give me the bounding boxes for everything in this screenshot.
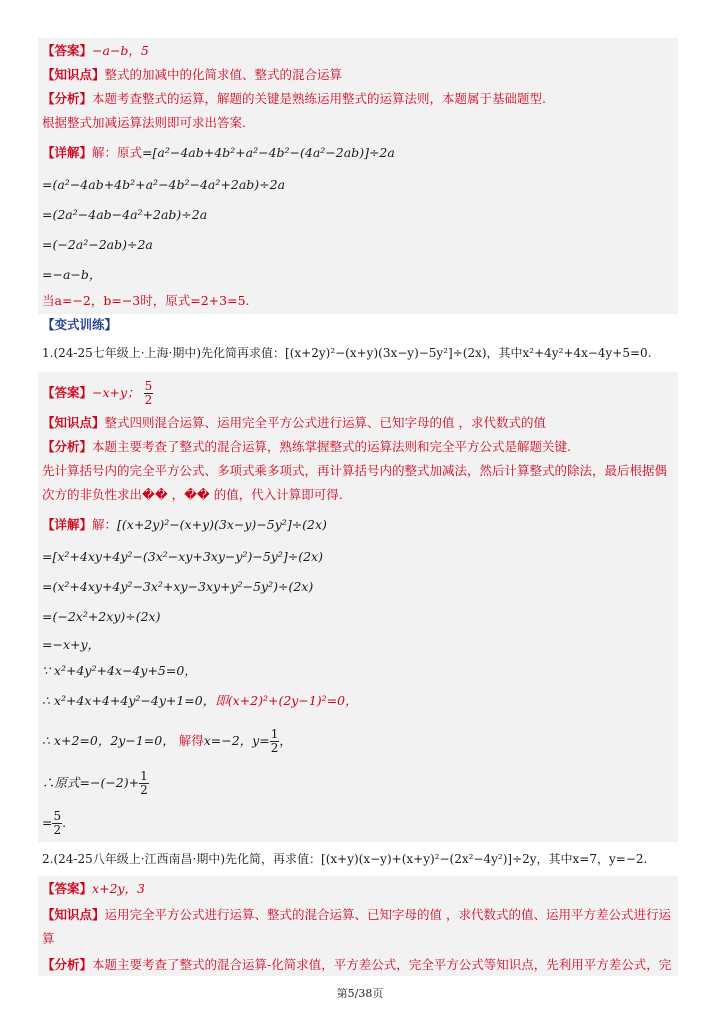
knowledge-tag: 【知识点】 [42, 907, 105, 922]
q1-step-4: =−a−b， [42, 267, 102, 282]
q1-step-1: =(a²−4ab+4b²+a²−4b²−4a²+2ab)÷2a [42, 177, 286, 192]
knowledge-tag: 【知识点】 [42, 415, 105, 430]
p1-step-13: ∴原式=−(−2)+ [42, 775, 140, 790]
p1-step-6: ∴ x²+4x+4+4y²−4y+1=0， [42, 693, 216, 708]
q1-step-0: =[a²−4ab+4b²+a²−4b²−(4a²−2ab)]÷2a [142, 145, 395, 160]
answer-value: −a−b，5 [92, 43, 149, 58]
p2-prompt: 2.(24-25八年级上·江西南昌·期中)先化简，再求值：[(x+y)(x−y)+(x+y)²−(2x²−4y²)]÷2y，其中x=7，y=−2. [42, 852, 648, 866]
q1-conclusion: 当a=−2，b=−3时，原式=2+3=5. [42, 293, 250, 308]
fraction-denominator: 2 [270, 741, 279, 755]
fraction-numerator: 5 [53, 809, 62, 823]
analysis-text: 本题主要考查了整式的混合运算-化简求值，平方差公式，完全平方公式等知识点，先利用平方差公式，完 [92, 957, 672, 972]
p1-step-14-line [42, 810, 66, 837]
q1-step-3: =(−2a²−2ab)÷2a [42, 237, 153, 252]
answer-tag: 【答案】 [42, 881, 93, 896]
p1-answer-line [42, 380, 153, 407]
p1-knowledge-line [42, 414, 546, 432]
y-value-fraction [270, 728, 280, 755]
fraction-denominator: 2 [53, 823, 62, 837]
q1-step-2: =(2a²−4ab−4a²+2ab)÷2a [42, 207, 208, 222]
p1-step-4: =−x+y， [42, 637, 101, 652]
p1-analysis-line-3: 次方的非负性求出�� ，�� 的值，代入计算即可得. [42, 487, 343, 502]
half-fraction [139, 770, 149, 797]
analysis-tag: 【分析】 [42, 439, 93, 454]
p1-analysis-line-2: 先计算括号内的完全平方公式、多项式乘多项式，再计算括号内的整式加减法，然后计算整式的除法，最后根据偶 [42, 463, 668, 478]
p1-step-3: =(−2x²+2xy)÷(2x) [42, 609, 161, 624]
fraction-numerator: 1 [140, 769, 148, 783]
p1-step-14: = [42, 815, 53, 830]
answer-fraction [144, 380, 154, 407]
p1-step-7: 即(x+2)²+(2y−1)²=0， [215, 693, 358, 708]
p1-step-5: ∵ x²+4y²+4x−4y+5=0， [42, 663, 197, 678]
q1-analysis-line-2: 根据整式加减运算法则即可求出答案. [42, 115, 246, 130]
answer-tag: 【答案】 [42, 43, 93, 58]
p2-knowledge-line-2: 算 [42, 931, 55, 946]
p1-step-1: =[x²+4xy+4y²−(3x²−xy+3xy−y²)−5y²]÷(2x) [42, 549, 323, 564]
p1-step-6-line [42, 692, 358, 710]
analysis-text: 本题主要考查了整式的混合运算，熟练掌握整式的运算法则和完全平方公式是解题关键. [92, 439, 571, 454]
section-title: 【变式训练】 [42, 317, 118, 332]
answer-value: x+2y，3 [92, 881, 146, 896]
p1-step-8: ∴ x+2=0，2y−1=0， [42, 733, 175, 748]
p1-analysis-line [42, 438, 571, 456]
result-fraction [52, 810, 62, 837]
fraction-denominator: 2 [140, 783, 148, 797]
knowledge-tag: 【知识点】 [42, 67, 105, 82]
fraction-denominator: 2 [144, 393, 153, 407]
p1-prompt: 1.(24-25七年级上·上海·期中)先化简再求值：[(x+2y)²−(x+y)(3x−y)−5y²]÷(2x)，其中x²+4y²+4x−4y+5=0. [42, 346, 652, 360]
knowledge-text: 运用完全平方公式进行运算、整式的混合运算、已知字母的值 ，求代数式的值、运用平方差公式进行运 [104, 907, 671, 922]
page-number: 第5/38页 [336, 987, 384, 1000]
p1-step-10: x=−2，y= [203, 733, 270, 748]
p2-analysis-line [42, 956, 671, 974]
fraction-numerator: 5 [144, 379, 153, 393]
q1-detail-line [42, 144, 395, 162]
detail-lead: 解： [92, 517, 118, 532]
p1-step-8-line: ∴ x+2=0，2y−1=0， 解得x=−2，y= $\frac{1}{2}$ ， [42, 727, 292, 755]
analysis-tag: 【分析】 [42, 91, 93, 106]
p1-step-2: =(x²+4xy+4y²−3x²+xy−3xy+y²−5y²)÷(2x) [42, 579, 314, 594]
knowledge-text: 整式四则混合运算、运用完全平方公式进行运算、已知字母的值 ，求代数式的值 [104, 415, 546, 430]
detail-tag: 【详解】 [42, 145, 93, 160]
p1-step-0: [(x+2y)²−(x+y)(3x−y)−5y²]÷(2x) [117, 517, 327, 532]
answer-tag: 【答案】 [42, 385, 93, 400]
p2-answer-line [42, 880, 145, 898]
fraction-numerator: 1 [270, 727, 279, 741]
p1-step-13-line [42, 770, 149, 797]
p1-detail-line [42, 516, 327, 534]
knowledge-text: 整式的加减中的化简求值、整式的混合运算 [104, 67, 343, 82]
q1-answer-line [42, 42, 149, 60]
q1-knowledge-line [42, 66, 342, 84]
analysis-text: 本题考查整式的运算，解题的关键是熟练运用整式的运算法则，本题属于基础题型. [92, 91, 546, 106]
p2-knowledge-line [42, 906, 671, 924]
answer-value: −x+y； [92, 385, 140, 400]
period: . [62, 815, 67, 830]
detail-tag: 【详解】 [42, 517, 93, 532]
p1-step-9: 解得 [178, 733, 204, 748]
analysis-tag: 【分析】 [42, 957, 93, 972]
detail-lead: 解：原式 [92, 145, 143, 160]
q1-analysis-line [42, 90, 546, 108]
